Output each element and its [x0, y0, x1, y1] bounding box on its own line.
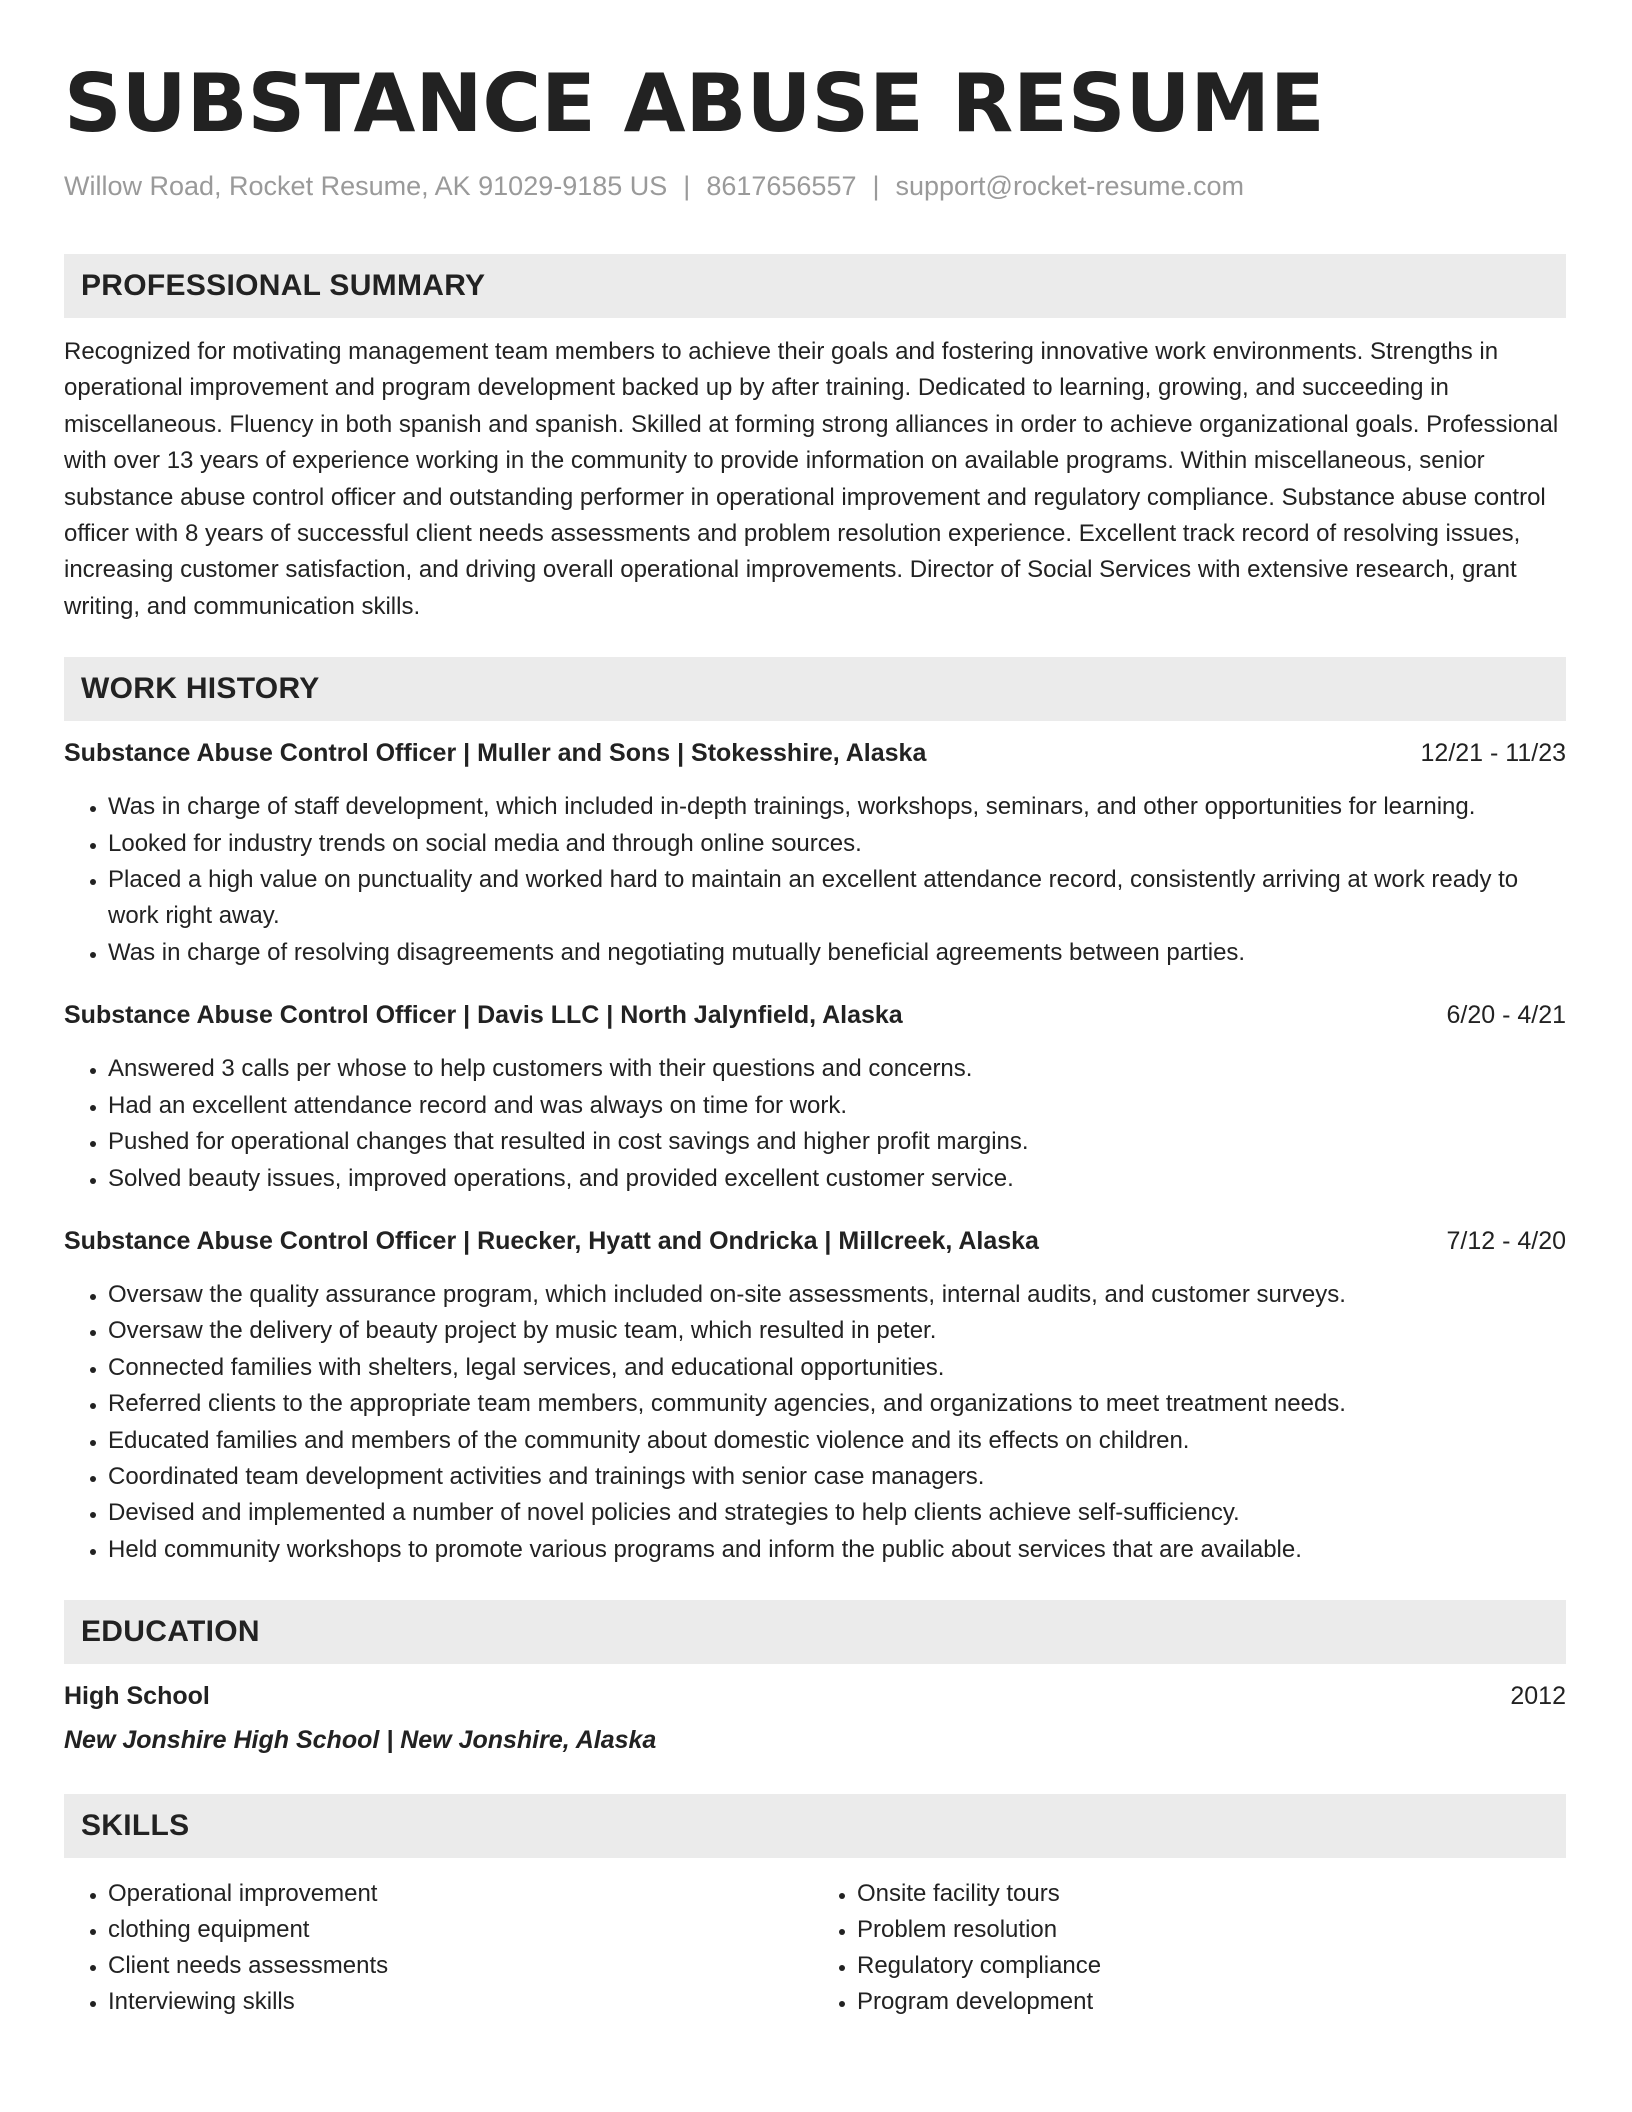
job-bullet: • Was in charge of staff development, which included in-depth trainings, workshops, seminars, and other opportunities for learning. — [108, 789, 1566, 825]
job-dates: 7/12 - 4/20 — [1446, 1226, 1566, 1255]
job-bullet: • Placed a high value on punctuality and worked hard to maintain an excellent attendance record, consistently arriving at work ready to work right away. — [108, 862, 1566, 935]
job-bullet: • Held community workshops to promote various programs and inform the public about services that are available. — [108, 1532, 1566, 1568]
job-bullet: • Had an excellent attendance record and was always on time for work. — [108, 1088, 1566, 1124]
job-title: Substance Abuse Control Officer | Ruecker, Hyatt and Ondricka | Millcreek, Alaska — [64, 1226, 1039, 1255]
skill-item: • Operational improvement — [108, 1876, 813, 1912]
skill-item: • Interviewing skills — [108, 1984, 813, 2020]
job-title: Substance Abuse Control Officer | Davis LLC | North Jalynfield, Alaska — [64, 1001, 903, 1030]
job-bullet: • Coordinated team development activities and trainings with senior case managers. — [108, 1459, 1566, 1495]
contact-line — [64, 168, 1566, 204]
summary-text: Recognized for motivating management team members to achieve their goals and fostering innovative work environments. Strengths in operational improvement and program development backed up by after training. Dedicated to learning, growing, and succeeding in miscellaneous. Fluency in both spanish and spanish. Skilled at forming strong alliances in order to achieve organizational goals. Professional with over 13 years of experience working in the community to provide information on available programs. Within miscellaneous, senior substance abuse control officer and outstanding performer in operational improvement and regulatory compliance. Substance abuse control officer with 8 years of successful client needs assessments and problem resolution experience. Excellent track record of resolving issues, increasing customer satisfaction, and driving overall operational improvements. Director of Social Services with extensive research, grant writing, and communication skills. — [64, 338, 1559, 620]
job-entry — [64, 739, 1566, 971]
job-bullet: • Looked for industry trends on social media and through online sources. — [108, 826, 1566, 862]
job-dates: 6/20 - 4/21 — [1446, 1001, 1566, 1030]
job-bullets — [64, 1051, 1566, 1197]
job-bullets — [64, 1277, 1566, 1568]
contact-phone: 8617656557 — [706, 171, 857, 201]
job-bullet: • Oversaw the delivery of beauty project by music team, which resulted in peter. — [108, 1313, 1566, 1349]
job-bullet: • Was in charge of resolving disagreements and negotiating mutually beneficial agreements between parties. — [108, 935, 1566, 971]
contact-address: Willow Road, Rocket Resume, AK 91029-9185 US — [64, 171, 668, 201]
resume-page — [64, 56, 1566, 2020]
job-bullets — [64, 789, 1566, 971]
job-title: Substance Abuse Control Officer | Muller and Sons | Stokesshire, Alaska — [64, 739, 927, 768]
skill-item: • Program development — [857, 1984, 1562, 2020]
job-entry — [64, 1001, 1566, 1197]
section-heading-summary: PROFESSIONAL SUMMARY — [64, 254, 1566, 318]
job-bullet: • Connected families with shelters, legal services, and educational opportunities. — [108, 1350, 1566, 1386]
education-school: New Jonshire High School | New Jonshire, Alaska — [64, 1726, 657, 1755]
skill-item: • Onsite facility tours — [857, 1876, 1562, 1912]
job-bullet: • Oversaw the quality assurance program, which included on-site assessments, internal audits, and customer surveys. — [108, 1277, 1566, 1313]
section-heading-work: WORK HISTORY — [64, 657, 1566, 721]
section-heading-education: EDUCATION — [64, 1600, 1566, 1664]
education-degree: High School — [64, 1682, 210, 1711]
job-bullet: • Educated families and members of the community about domestic violence and its effects on children. — [108, 1423, 1566, 1459]
job-dates: 12/21 - 11/23 — [1420, 739, 1566, 768]
job-bullet: • Answered 3 calls per whose to help customers with their questions and concerns. — [108, 1051, 1566, 1087]
education-year: 2012 — [1510, 1682, 1566, 1711]
job-bullet: • Solved beauty issues, improved operations, and provided excellent customer service. — [108, 1161, 1566, 1197]
skills-list — [64, 1876, 1566, 2020]
job-bullet: • Pushed for operational changes that resulted in cost savings and higher profit margins. — [108, 1124, 1566, 1160]
job-entry — [64, 1227, 1566, 1568]
resume-name: SUBSTANCE ABUSE RESUME — [64, 57, 1325, 150]
skill-item: • Client needs assessments — [108, 1948, 813, 1984]
skill-item: • clothing equipment — [108, 1912, 813, 1948]
contact-separator: | — [872, 171, 880, 201]
job-bullet: • Referred clients to the appropriate team members, community agencies, and organizations to meet treatment needs. — [108, 1386, 1566, 1422]
skill-item: • Regulatory compliance — [857, 1948, 1562, 1984]
section-heading-skills: SKILLS — [64, 1794, 1566, 1858]
skill-item: • Problem resolution — [857, 1912, 1562, 1948]
skills-column-right — [813, 1876, 1562, 2020]
skills-column-left — [64, 1876, 813, 2020]
contact-separator: | — [683, 171, 691, 201]
contact-email: support@rocket-resume.com — [895, 171, 1245, 201]
job-bullet: • Devised and implemented a number of novel policies and strategies to help clients achieve self-sufficiency. — [108, 1495, 1566, 1531]
education-entry — [64, 1682, 1566, 1758]
